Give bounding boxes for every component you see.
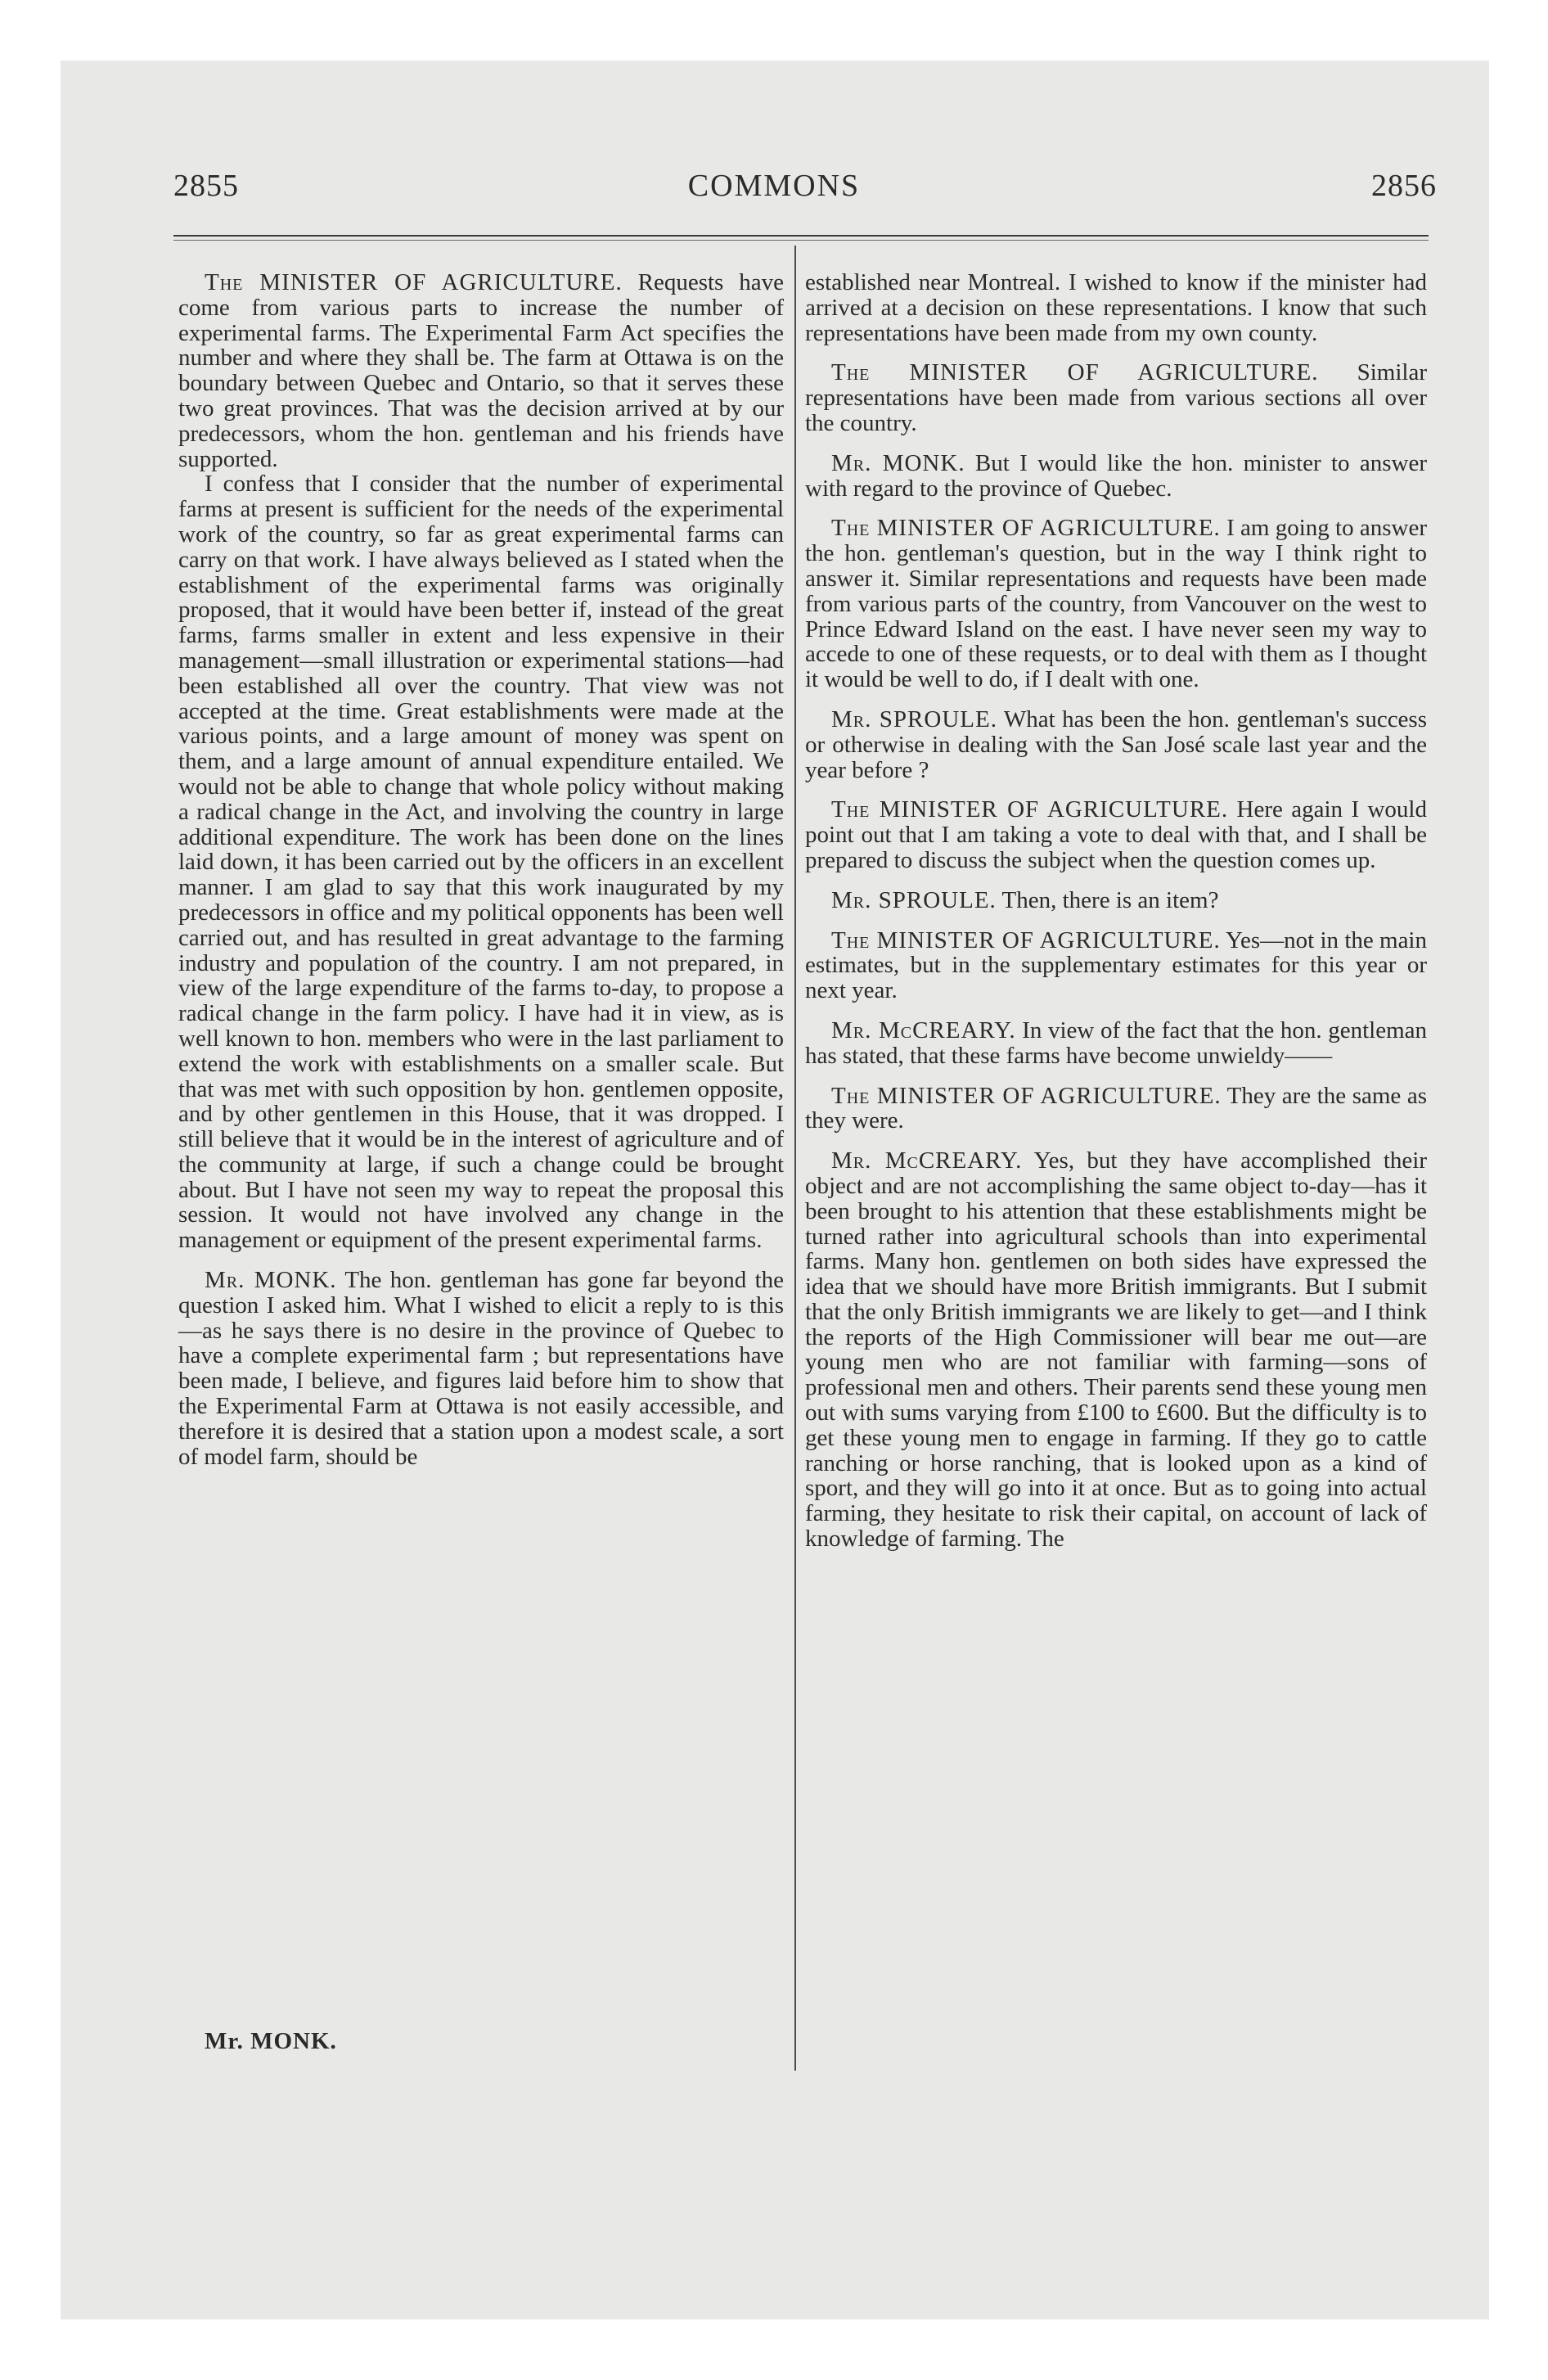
paragraph-text: Here again I would point out that I am taking a vote to deal with that, and I shall be prepared to discuss the subject when the question comes up. <box>805 796 1427 873</box>
left-column <box>178 270 784 1469</box>
paragraph <box>805 516 1427 692</box>
speaker-name: Mr. SPROULE. <box>831 886 997 913</box>
paragraph-text: established near Montreal. I wished to know if the minister had arrived at a decision on these representations. I know that such representations have been made from my own county. <box>805 269 1427 346</box>
paragraph-text: I confess that I consider that the number of experimental farms at present is sufficient for the needs of the experimental work of the country, so far as great experimental farms can carry on that work. I have always believed as I stated when the establishment of the experimental farms was originally proposed, that it would have been better if, instead of the great farms, farms smaller in extent and less expensive in their management—small illustration or experimental stations—had been established all over the country. That view was not accepted at the time. Great establishments were made at the various points, and a large amount of money was spent on them, and a large amount of annual expenditure entailed. We would not be able to change that whole policy without making a radical change in the Act, and involving the country in large additional expenditure. The work has been done on the lines laid down, it has been carried out by the officers in an excellent manner. I am glad to say that this work inaugurated by my predecessors in office and my political opponents has been well carried out, and has resulted in great advantage to the farming industry and population of the country. I am not prepared, in view of the large expenditure of the farms to-day, to propose a radical change in the farm policy. I have had it in view, as is well known to hon. members who were in the last parliament to extend the work with establishments on a smaller scale. But that was met with such opposition by hon. gentlemen opposite, and by other gentlemen in this House, that it was dropped. I still believe that it would be in the interest of agriculture and of the community at large, if such a change could be brought about. But I have not seen my way to repeat the proposal this session. It would not have involved any change in the management or equipment of the present experimental farms. <box>178 471 784 1254</box>
paragraph <box>178 270 784 471</box>
speaker-name: The MINISTER OF AGRICULTURE. <box>205 269 623 295</box>
column-divider <box>794 246 796 2071</box>
page-number-right: 2856 <box>1371 169 1437 203</box>
paragraph-text: Requests have come from various parts to increase the number of experimental farms. The Experimental Farm Act specifies the number and where they shall be. The farm at Ottawa is on the boundary between Quebec and Ontario, so that it serves these two great provinces. That was the decision arrived at by our predecessors, whom the hon. gentleman and his friends have supported. <box>178 269 784 472</box>
speaker-name: Mr. SPROULE. <box>831 705 997 732</box>
paragraph <box>805 1018 1427 1069</box>
paragraph <box>805 1084 1427 1134</box>
paragraph <box>805 270 1427 345</box>
paragraph-text: Similar representations have been made from various sections all over the country. <box>805 359 1427 436</box>
speaker-name: Mr. MONK. <box>831 449 965 476</box>
paragraph-text: I am going to answer the hon. gentleman's question, but in the way I think right to answer it. Similar representations and requests have been made from various parts of the country, from Vancouver on the west to Prince Edward Island on the east. I have never seen my way to accede to one of these requests, or to deal with them as I thought it would be well to do, if I dealt with one. <box>805 515 1427 693</box>
paragraph-text: They are the same as they were. <box>805 1082 1427 1134</box>
header-rule <box>173 235 1429 237</box>
paragraph-text: Then, there is an item? <box>996 886 1219 913</box>
paragraph-text: In view of the fact that the hon. gentleman has stated, that these farms have become unwieldy—— <box>805 1016 1427 1069</box>
paragraph-text: What has been the hon. gentleman's success or otherwise in dealing with the San José scale last year and the year before ? <box>805 705 1428 783</box>
paragraph <box>805 797 1427 872</box>
speaker-name: The MINISTER OF AGRICULTURE. <box>831 796 1229 823</box>
paragraph-text: But I would like the hon. minister to answer with regard to the province of Quebec. <box>805 449 1427 502</box>
paragraph <box>805 888 1427 913</box>
speaker-name: The MINISTER OF AGRICULTURE. <box>831 515 1221 542</box>
speaker-name: The MINISTER OF AGRICULTURE. <box>831 926 1221 953</box>
paragraph <box>805 360 1427 435</box>
header-rule-secondary <box>173 240 1429 241</box>
paragraph <box>805 707 1427 782</box>
paragraph-text: Yes, but they have accomplished their object and are not accomplishing the same object to-day—has it been brought to his attention that these establishments might be turned rather into agricultural schools than into experimental farms. Many hon. gentlemen on both sides have expressed the idea that we should have more British immigrants. But I submit that the only British immigrants we are likely to get—and I think the reports of the High Commissioner will bear me out—are young men who are not familiar with farming—sons of professional men and others. Their parents send these young men out with sums varying from £100 to £600. But the difficulty is to get these young men to engage in farming. If they go to cattle ranching or horse ranching, that is looked upon as a kind of sport, and they will go into it at once. But as to going into actual farming, they hesitate to risk their capital, on account of lack of knowledge of farming. The <box>805 1147 1428 1553</box>
footer-catchword: Mr. MONK. <box>205 2028 337 2054</box>
paragraph <box>178 471 784 1253</box>
page-title: COMMONS <box>687 169 861 203</box>
speaker-name: Mr. McCREARY. <box>831 1016 1016 1044</box>
speaker-name: Mr. McCREARY. <box>831 1147 1023 1174</box>
paragraph <box>805 451 1427 502</box>
speaker-name: Mr. MONK. <box>205 1267 337 1294</box>
paragraph <box>805 1148 1427 1552</box>
paragraph-text: The hon. gentleman has gone far beyond the question I asked him. What I wished to elicit a reply to is this—as he says there is no desire in the province of Quebec to have a complete experimental farm ; but representations have been made, I believe, and figures laid before him to show that the Experimental Farm at Ottawa is not easily accessible, and therefore it is desired that a station upon a modest scale, a sort of model farm, should be <box>178 1267 784 1470</box>
paragraph <box>178 1268 784 1469</box>
page-header <box>111 168 1437 210</box>
speaker-name: The MINISTER OF AGRICULTURE. <box>831 1082 1222 1109</box>
page-number-left: 2855 <box>173 169 239 203</box>
right-column <box>805 270 1427 1552</box>
paragraph <box>805 928 1427 1003</box>
speaker-name: The MINISTER OF AGRICULTURE. <box>831 359 1319 386</box>
paragraph-text: Yes—not in the main estimates, but in the supplementary estimates for this year or next year. <box>805 926 1427 1004</box>
